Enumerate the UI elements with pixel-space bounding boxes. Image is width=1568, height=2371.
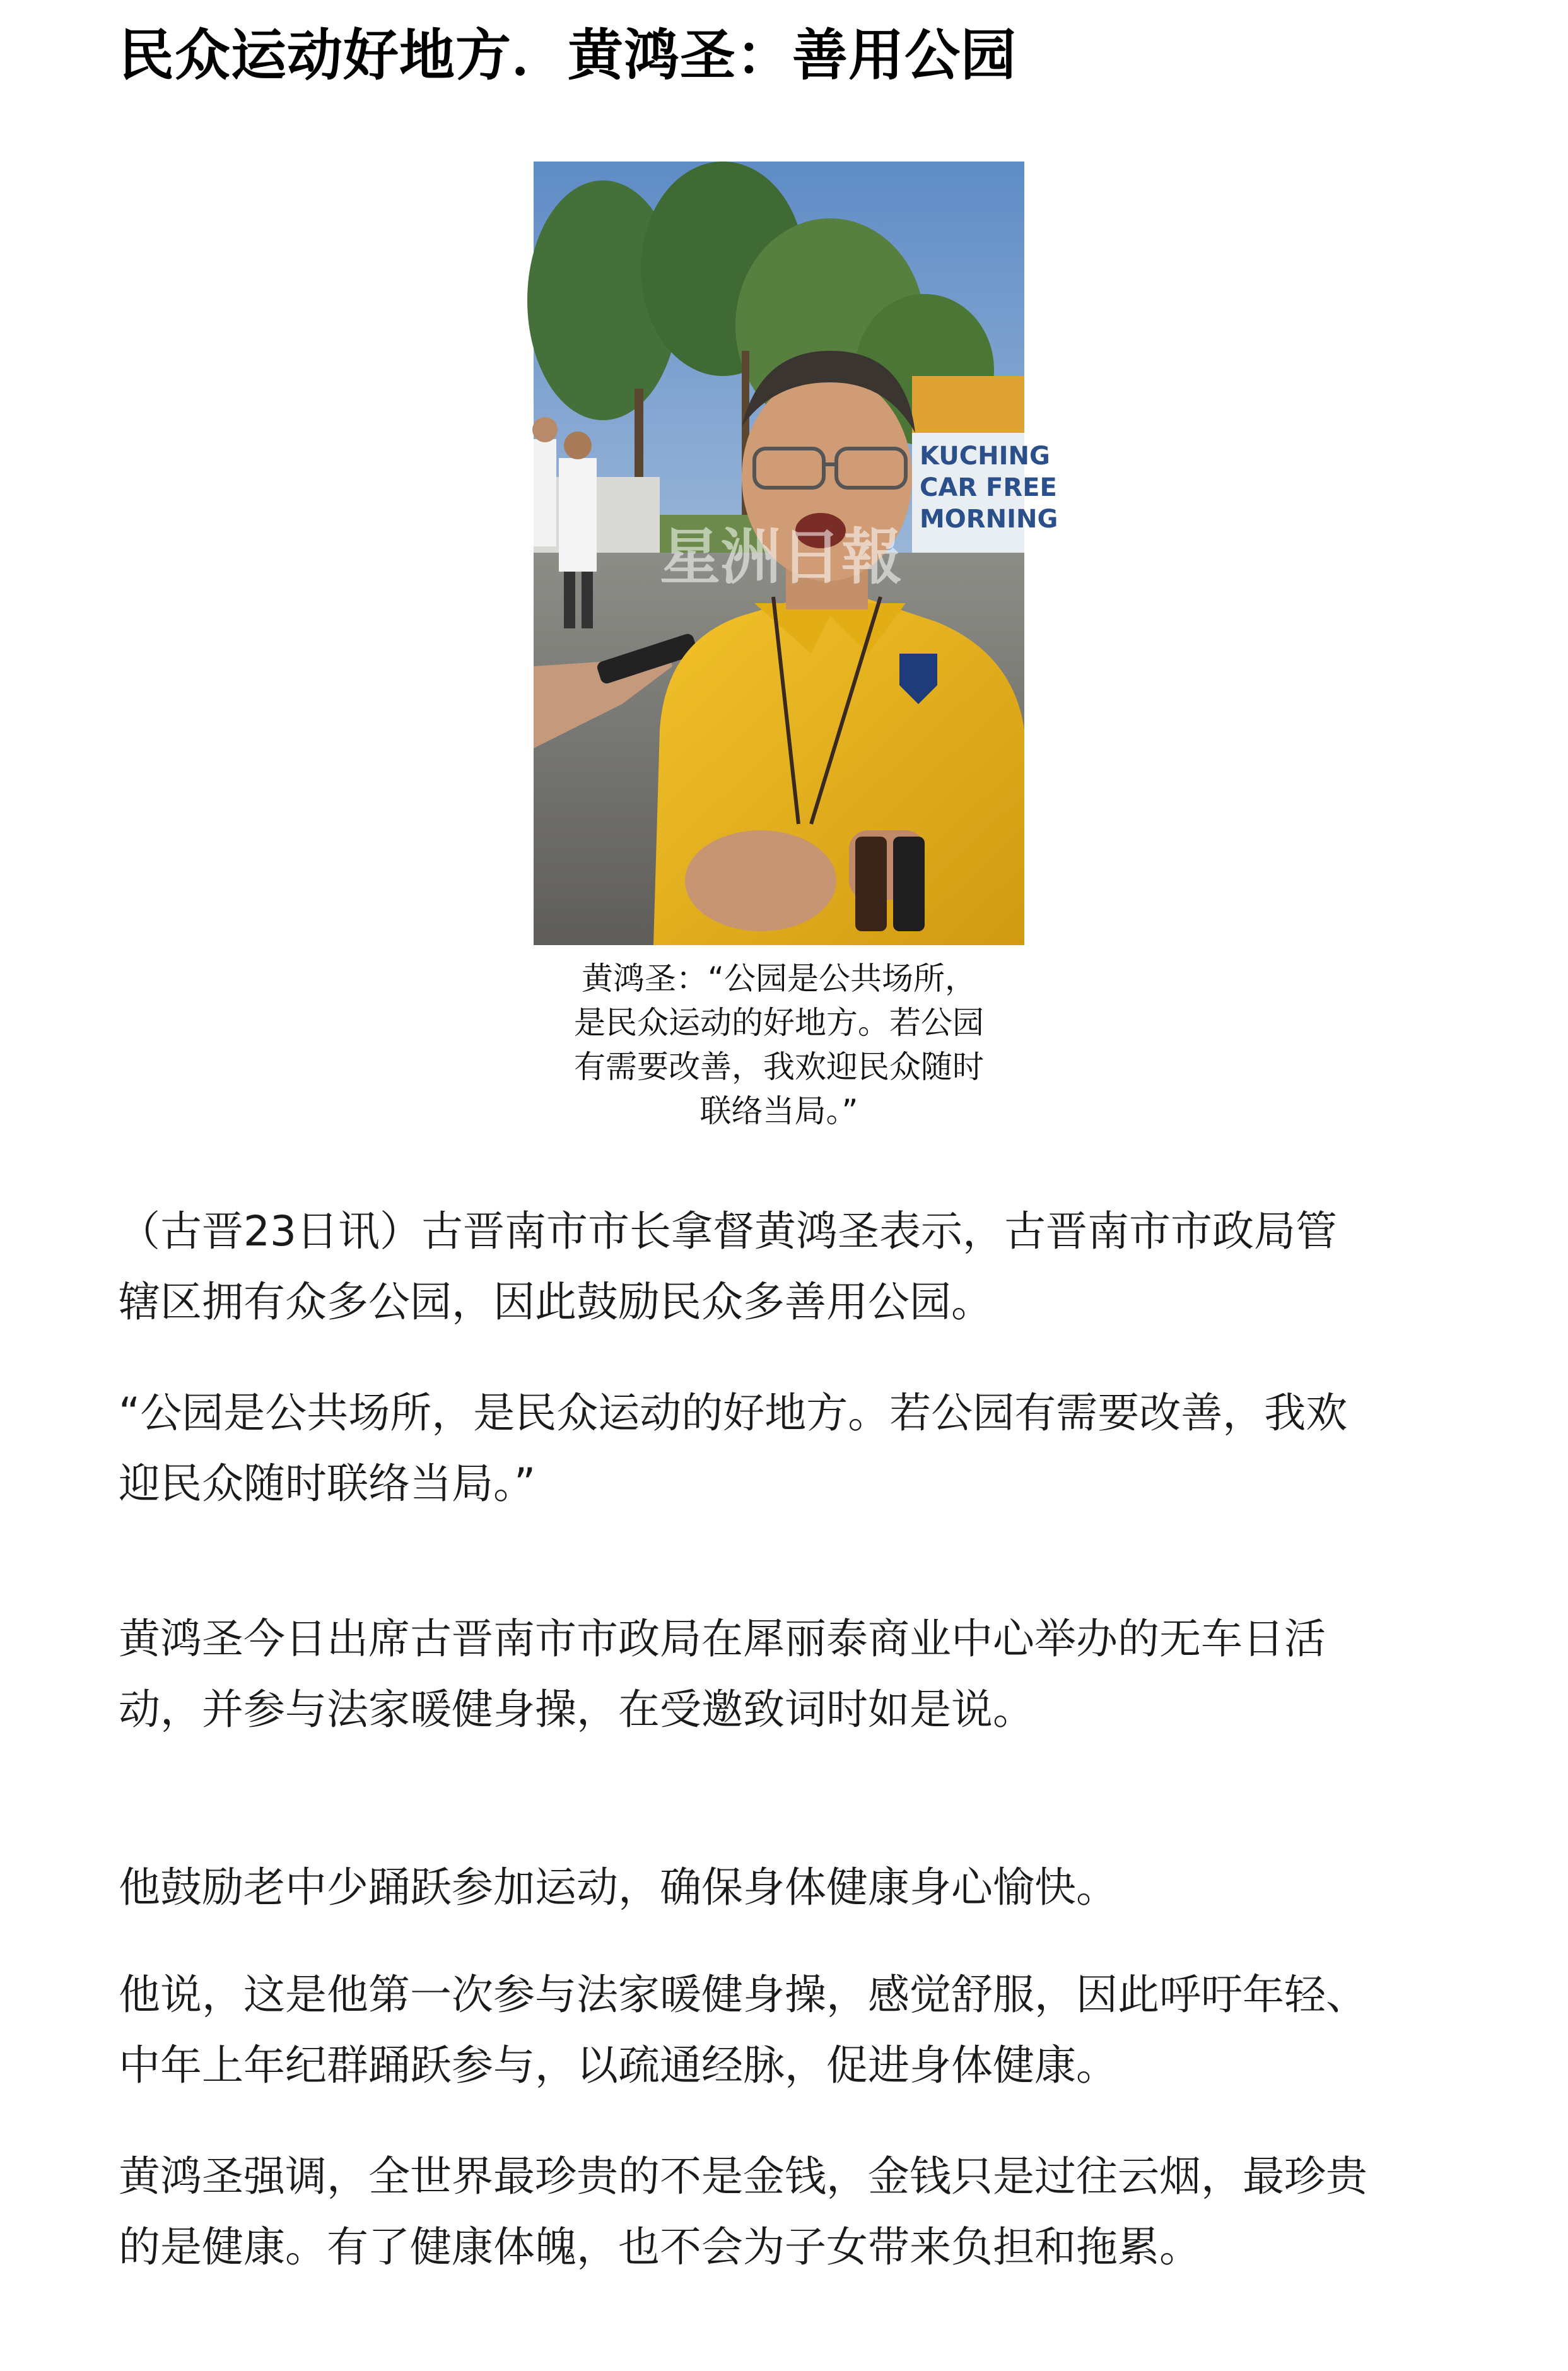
paragraph-line: 他说，这是他第一次参与法家暖健身操，感觉舒服，因此呼吁年轻、 [119, 1970, 1367, 2019]
banner-text-line3: MORNING [920, 505, 1058, 534]
article-photo [534, 162, 1058, 945]
paragraph-line: 的是健康。有了健康体魄，也不会为子女带来负担和拖累。 [119, 2223, 1201, 2271]
article-paragraph-4 [119, 1852, 1468, 1923]
paragraph-line: （古晋23日讯）古晋南市市长拿督黄鸿圣表示，古晋南市市政局管 [119, 1207, 1337, 1256]
article-title: 民众运动好地方．黄鸿圣：善用公园 [119, 23, 1017, 88]
paragraph-line: 黄鸿圣今日出席古晋南市市政局在犀丽泰商业中心举办的无车日活 [119, 1615, 1326, 1663]
caption-line: 黄鸿圣：“公园是公共场所， [582, 960, 976, 997]
paragraph-line: 中年上年纪群踊跃参与，以疏通经脉，促进身体健康。 [119, 2041, 1118, 2090]
article-paragraph-6 [119, 2141, 1468, 2283]
caption-line: 联络当局。” [699, 1093, 858, 1129]
banner-text-line1: KUCHING [920, 442, 1050, 471]
article-paragraph-2 [119, 1378, 1468, 1519]
paragraph-line: 动，并参与法家暖健身操，在受邀致词时如是说。 [119, 1685, 1034, 1734]
man-in-yellow-shirt-photo [534, 162, 1058, 945]
photo-watermark: 星洲日報 [660, 521, 902, 592]
paragraph-line: 他鼓励老中少踊跃参加运动，确保身体健康身心愉快。 [119, 1863, 1118, 1912]
caption-line: 有需要改善，我欢迎民众随时 [574, 1049, 984, 1085]
article-paragraph-3 [119, 1604, 1468, 1745]
paragraph-line: “公园是公共场所，是民众运动的好地方。若公园有需要改善，我欢 [119, 1389, 1348, 1437]
article-paragraph-1 [119, 1196, 1468, 1338]
photo-caption [534, 956, 1024, 1133]
caption-line: 是民众运动的好地方。若公园 [574, 1004, 984, 1041]
article-paragraph-5 [119, 1960, 1468, 2101]
paragraph-line: 辖区拥有众多公园，因此鼓励民众多善用公园。 [119, 1278, 993, 1326]
paragraph-line: 迎民众随时联络当局。” [119, 1459, 536, 1508]
banner-text-line2: CAR FREE [920, 473, 1057, 502]
paragraph-line: 黄鸿圣强调，全世界最珍贵的不是金钱，金钱只是过往云烟，最珍贵 [119, 2152, 1367, 2201]
